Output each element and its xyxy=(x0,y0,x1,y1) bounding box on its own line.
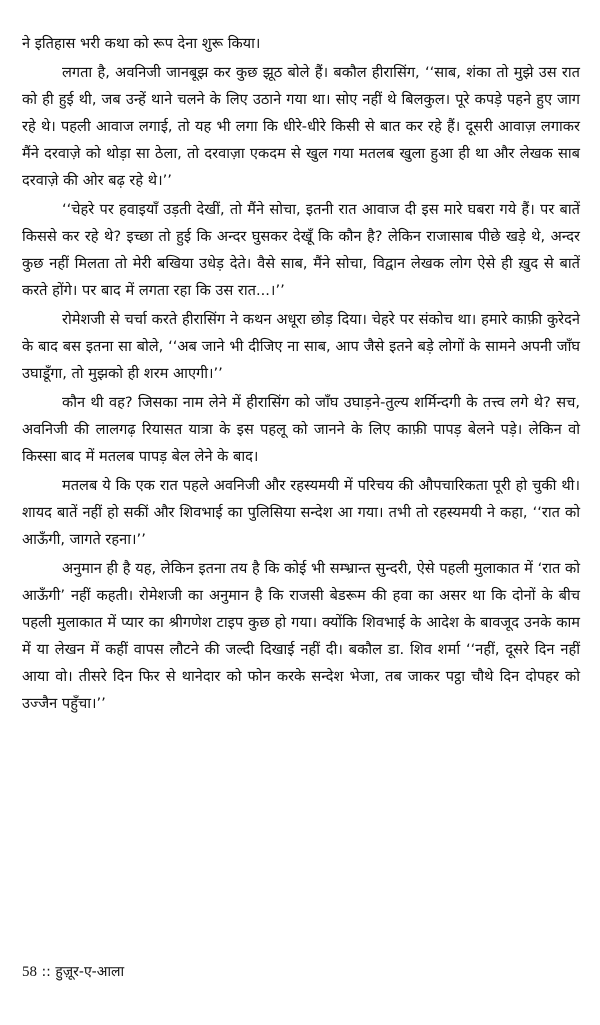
paragraph-2: लगता है, अवनिजी जानबूझ कर कुछ झूठ बोले हैं। बकौल हीरासिंग, ‘‘साब, शंका तो मुझे उस रात को ही हुई थी, जब उन्हें थाने चलने के लिए उठाने गया था। सोए नहीं थे बिलकुल। पूरे कपड़े पहने हुए जाग रहे थे। पहली आवाज लगाई, तो यह भी लगा कि धीरे-धीरे किसी से बात कर रहे हैं। दूसरी आवाज़ लगाकर मैंने दरवाज़े को थोड़ा सा ठेला, तो दरवाज़ा एकदम से खुल गया मतलब खुला हुआ ही था और लेखक साब दरवाज़े की ओर बढ़ रहे थे।’’ xyxy=(22,64,580,189)
paragraph-4: रोमेशजी से चर्चा करते हीरासिंग ने कथन अधूरा छोड़ दिया। चेहरे पर संकोच था। हमारे काफ़ी कुरेदने के बाद बस इतना सा बोले, ‘‘अब जाने भी दीजिए ना साब, आप जैसे इतने बड़े लोगों के सामने अपनी जाँघ उघाडूँगा, तो मुझको ही शरम आएगी।’’ xyxy=(22,311,580,382)
paragraph-7: अनुमान ही है यह, लेकिन इतना तय है कि कोई भी सम्भ्रान्त सुन्दरी, ऐसे पहली मुलाकात में ‘रात को आऊँगी’ नहीं कहती। रोमेशजी का अनुमान है कि राजसी बेडरूम की हवा का असर था कि दोनों के बीच पहली मुलाकात में प्यार का श्रीगणेश टाइप कुछ हो गया। क्योंकि शिवभाई के आदेश के बावजूद उनके काम में या लेखन में कहीं वापस लौटने की जल्दी दिखाई नहीं दी। बकौल डा. शिव शर्मा ‘‘नहीं, दूसरे दिन नहीं आया वो। तीसरे दिन फिर से थानेदार को फोन करके सन्देश भेजा, तब जाकर पट्ठा चौथे दिन दोपहर को उज्जैन पहुँचा।’’ xyxy=(22,560,580,712)
paragraph-1: ने इतिहास भरी कथा को रूप देना शुरू किया। xyxy=(22,35,261,52)
paragraph-3: ‘‘चेहरे पर हवाइयाँ उड़ती देखीं, तो मैंने सोचा, इतनी रात आवाज दी इस मारे घबरा गये हैं। पर बातें किससे कर रहे थे? इच्छा तो हुई कि अन्दर घुसकर देखूँ कि कौन है? लेकिन राजासाब पीछे खड़े थे, अन्दर कुछ नहीं मिलता तो मेरी बखिया उधेड़ देते। वैसे साब, मैंने सोचा, विद्वान लेखक लोग ऐसे ही ख़ुद से बातें करते होंगे। पर बाद में लगता रहा कि उस रात...।’’ xyxy=(22,201,580,299)
page-body xyxy=(22,30,580,719)
page-footer xyxy=(22,962,124,982)
paragraph-6: मतलब ये कि एक रात पहले अवनिजी और रहस्यमयी में परिचय की औपचारिकता पूरी हो चुकी थी। शायद बातें नहीं हो सकीं और शिवभाई का पुलिसिया सन्देश आ गया। तभी तो रहस्यमयी ने कहा, ‘‘रात को आऊँगी, जागते रहना।’’ xyxy=(22,477,580,548)
paragraph-5: कौन थी वह? जिसका नाम लेने में हीरासिंग को जाँघ उघाड़ने-तुल्य शर्मिन्दगी के तत्त्व लगे थे? सच, अवनिजी की लालगढ़ रियासत यात्रा के इस पहलू को जानने के लिए काफ़ी पापड़ बेलने पड़े। लेकिन वो किस्सा बाद में मतलब पापड़ बेल लेने के बाद। xyxy=(22,394,580,465)
footer-separator: :: xyxy=(41,964,51,980)
page-number: 58 xyxy=(22,964,37,980)
book-title: हुज़ूर-ए-आला xyxy=(55,964,125,980)
